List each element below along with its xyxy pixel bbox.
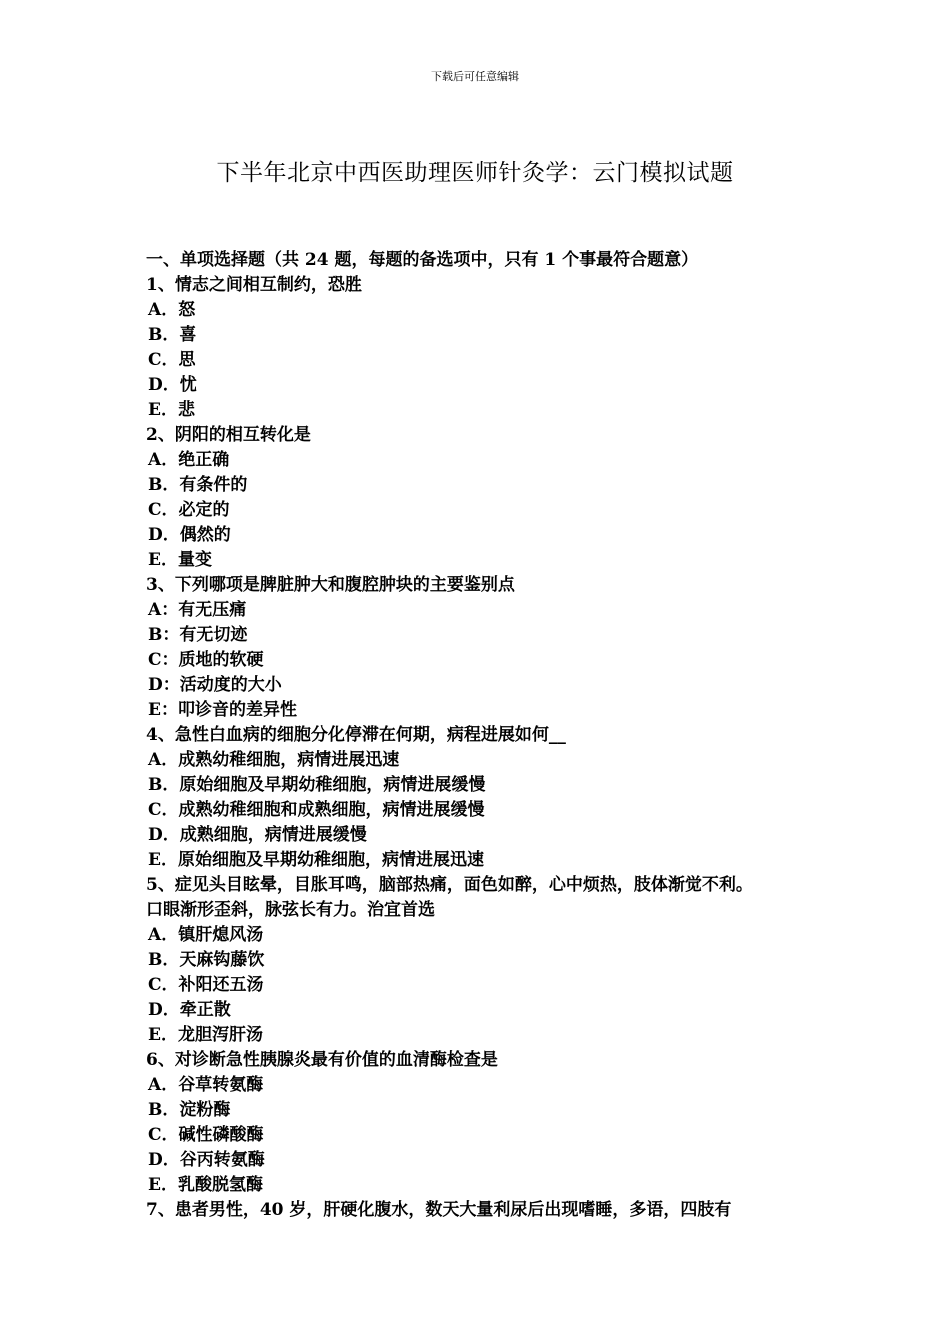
answer-option: B．天麻钩藤饮 bbox=[148, 950, 265, 970]
question-stem: 6、对诊断急性胰腺炎最有价值的血清酶检查是 bbox=[146, 1050, 498, 1070]
answer-option: B．淀粉酶 bbox=[148, 1100, 231, 1120]
section-heading: 一、单项选择题（共 24 题，每题的备选项中，只有 1 个事最符合题意） bbox=[146, 250, 699, 270]
answer-option: E：叩诊音的差异性 bbox=[148, 700, 297, 720]
answer-option: A．成熟幼稚细胞，病情进展迅速 bbox=[148, 750, 400, 770]
answer-option: C．必定的 bbox=[148, 500, 230, 520]
answer-option: E．量变 bbox=[148, 550, 212, 570]
question-stem: 2、阴阳的相互转化是 bbox=[146, 425, 311, 445]
answer-option: E．乳酸脱氢酶 bbox=[148, 1175, 263, 1195]
question-stem: 1、情志之间相互制约，恐胜 bbox=[146, 275, 362, 295]
answer-option: A：有无压痛 bbox=[148, 600, 247, 620]
answer-option: D．成熟细胞，病情进展缓慢 bbox=[148, 825, 367, 845]
question-stem: 7、患者男性，40 岁，肝硬化腹水，数天大量利尿后出现嗜睡，多语，四肢有 bbox=[146, 1200, 732, 1220]
question-list bbox=[146, 248, 826, 1223]
answer-option: A．怒 bbox=[148, 300, 196, 320]
answer-option: E．悲 bbox=[148, 400, 195, 420]
answer-option: A．镇肝熄风汤 bbox=[148, 925, 264, 945]
question-stem-continuation: 口眼渐形歪斜，脉弦长有力。治宜首选 bbox=[146, 900, 435, 920]
answer-option: C．成熟幼稚细胞和成熟细胞，病情进展缓慢 bbox=[148, 800, 485, 820]
answer-option: C．补阳还五汤 bbox=[148, 975, 264, 995]
answer-option: C．思 bbox=[148, 350, 196, 370]
answer-option: E．龙胆泻肝汤 bbox=[148, 1025, 263, 1045]
answer-option: D：活动度的大小 bbox=[148, 675, 282, 695]
answer-option: B：有无切迹 bbox=[148, 625, 248, 645]
question-stem: 4、急性白血病的细胞分化停滞在何期，病程进展如何__ bbox=[146, 725, 566, 745]
answer-option: E．原始细胞及早期幼稚细胞，病情进展迅速 bbox=[148, 850, 484, 870]
answer-option: A．绝正确 bbox=[148, 450, 230, 470]
answer-option: D．谷丙转氨酶 bbox=[148, 1150, 265, 1170]
answer-option: B．原始细胞及早期幼稚细胞，病情进展缓慢 bbox=[148, 775, 486, 795]
header-note: 下载后可任意编辑 bbox=[431, 70, 519, 83]
answer-option: D．偶然的 bbox=[148, 525, 231, 545]
answer-option: C：质地的软硬 bbox=[148, 650, 264, 670]
answer-option: A．谷草转氨酶 bbox=[148, 1075, 264, 1095]
answer-option: D．忧 bbox=[148, 375, 197, 395]
answer-option: C．碱性磷酸酶 bbox=[148, 1125, 264, 1145]
document-title: 下半年北京中西医助理医师针灸学：云门模拟试题 bbox=[216, 160, 734, 186]
answer-option: B．有条件的 bbox=[148, 475, 248, 495]
question-stem: 3、下列哪项是脾脏肿大和腹腔肿块的主要鉴别点 bbox=[146, 575, 515, 595]
answer-option: D．牵正散 bbox=[148, 1000, 231, 1020]
answer-option: B．喜 bbox=[148, 325, 197, 345]
question-stem: 5、症见头目眩晕，目胀耳鸣，脑部热痛，面色如醉，心中烦热，肢体渐觉不利。 bbox=[146, 875, 753, 895]
